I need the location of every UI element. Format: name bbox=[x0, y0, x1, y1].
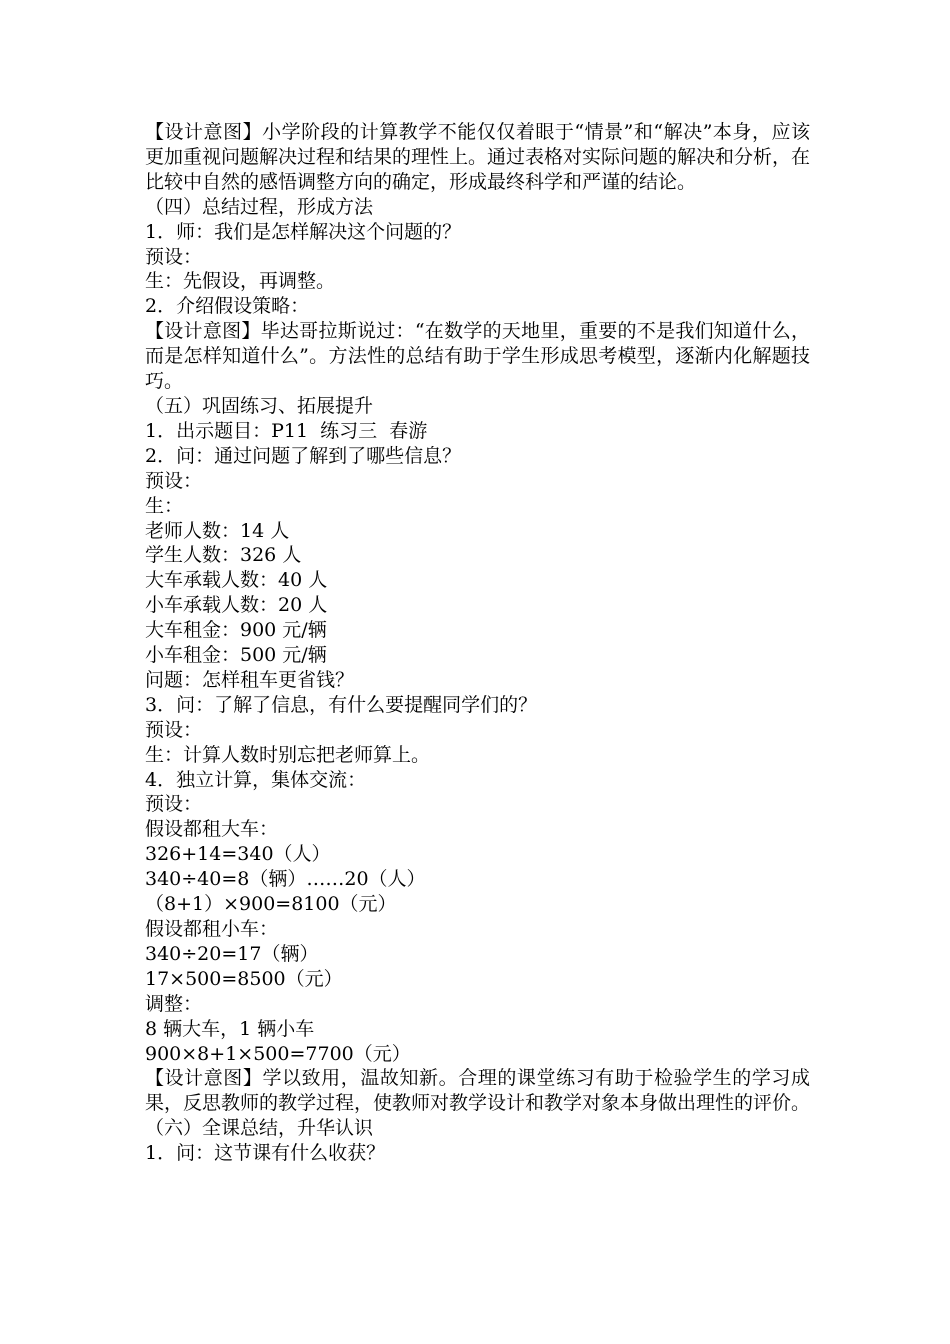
info-line: 小车租金：500 元/辆 bbox=[145, 644, 327, 667]
info-line: 小车承载人数：20 人 bbox=[145, 594, 328, 617]
calculation-line: 340÷40=8（辆）……20（人） bbox=[145, 868, 426, 891]
text-line: 4．独立计算，集体交流： bbox=[145, 768, 367, 791]
section-heading: （六）全课总结，升华认识 bbox=[145, 1117, 374, 1140]
text-line: 预设： bbox=[145, 245, 203, 268]
text-line: 1．师：我们是怎样解决这个问题的？ bbox=[145, 220, 462, 243]
text-line: 问题：怎样租车更省钱？ bbox=[145, 668, 355, 691]
text-line: 预设： bbox=[145, 793, 203, 816]
text-line: 生：先假设，再调整。 bbox=[145, 270, 336, 293]
document-body bbox=[145, 120, 810, 1166]
calculation-line: 340÷20=17（辆） bbox=[145, 942, 319, 965]
text-line: 2．介绍假设策略： bbox=[145, 295, 310, 318]
text-line: 预设： bbox=[145, 718, 203, 741]
design-intent-paragraph: 【设计意图】毕达哥拉斯说过：“在数学的天地里，重要的不是我们知道什么，而是怎样知道什么”。方法性的总结有助于学生形成思考模型，逐渐内化解题技巧。 bbox=[145, 320, 810, 393]
text-line: 假设都租大车： bbox=[145, 818, 279, 841]
text-line: 1．出示题目：P11 练习三 春游 bbox=[145, 419, 428, 442]
info-line: 学生人数：326 人 bbox=[145, 544, 302, 567]
text-line: 预设： bbox=[145, 469, 203, 492]
calculation-line: 900×8+1×500=7700（元） bbox=[145, 1042, 411, 1065]
section-heading: （四）总结过程，形成方法 bbox=[145, 195, 374, 218]
info-line: 大车租金：900 元/辆 bbox=[145, 619, 327, 642]
design-intent-paragraph: 【设计意图】小学阶段的计算教学不能仅仅着眼于“情景”和“解决”本身，应该更加重视问题解决过程和结果的理性上。通过表格对实际问题的解决和分析，在比较中自然的感悟调整方向的确定，形成最终科学和严谨的结论。 bbox=[145, 121, 811, 193]
section-heading: （五）巩固练习、拓展提升 bbox=[145, 394, 374, 417]
design-intent-paragraph: 【设计意图】学以致用，温故知新。合理的课堂练习有助于检验学生的学习成果，反思教师的教学过程，使教师对教学设计和教学对象本身做出理性的评价。 bbox=[145, 1067, 811, 1115]
text-line: 8 辆大车，1 辆小车 bbox=[145, 1017, 315, 1040]
text-line: 调整： bbox=[145, 992, 203, 1015]
text-line: 2．问：通过问题了解到了哪些信息？ bbox=[145, 444, 462, 467]
text-line: 假设都租小车： bbox=[145, 918, 279, 940]
text-line: 1．问：这节课有什么收获？ bbox=[145, 1142, 386, 1165]
info-line: 大车承载人数：40 人 bbox=[145, 569, 328, 592]
calculation-line: 17×500=8500（元） bbox=[145, 967, 343, 990]
calculation-line: 326+14=340（人） bbox=[145, 843, 331, 866]
text-line: 3．问：了解了信息，有什么要提醒同学们的？ bbox=[145, 693, 538, 716]
info-line: 老师人数：14 人 bbox=[145, 519, 290, 542]
calculation-line: （8+1）×900=8100（元） bbox=[145, 893, 397, 916]
text-line: 生： bbox=[145, 494, 184, 517]
text-line: 生：计算人数时别忘把老师算上。 bbox=[145, 743, 431, 766]
